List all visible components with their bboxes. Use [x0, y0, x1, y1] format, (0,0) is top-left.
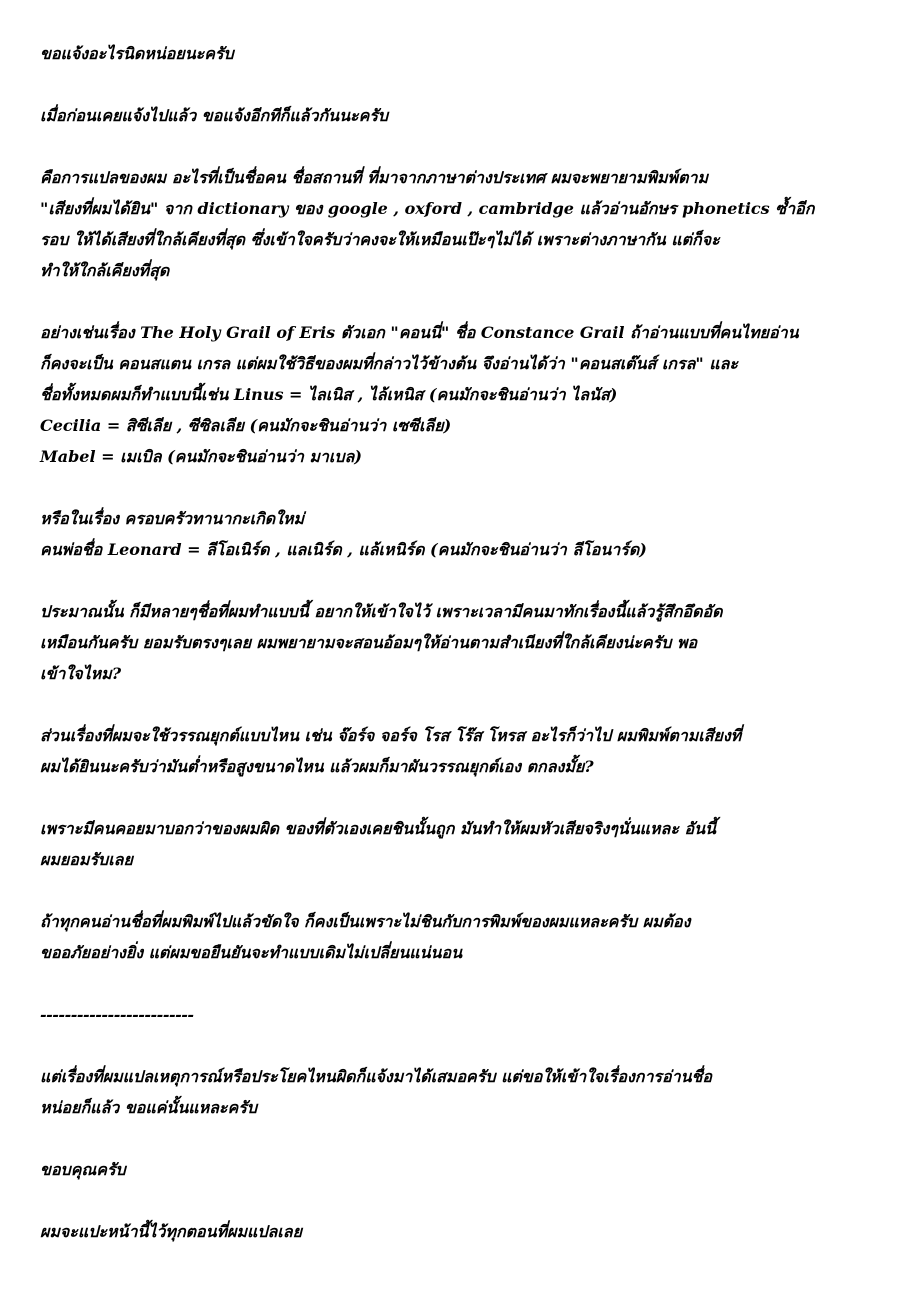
document-page	[40, 38, 865, 1278]
text-line: Cecilia = สิซีเลีย , ซีซิลเลีย (คนมักจะชินอ่านว่า เซซีเลีย)	[40, 416, 452, 435]
text-line: ผมจะแปะหน้านี้ไว้ทุกตอนที่ผมแปลเลย	[40, 1222, 302, 1241]
paragraph-reminder	[40, 100, 865, 131]
paragraph-intro	[40, 38, 865, 69]
text-line: เข้าใจไหม?	[40, 664, 122, 683]
paragraph-tone-marks	[40, 720, 865, 782]
text-line: หรือในเรื่อง ครอบครัวทานากะเกิดใหม่	[40, 509, 305, 528]
text-line: ขออภัยอย่างยิ่ง แต่ผมขอยืนยันจะทำแบบเดิมไม่เปลี่ยนแน่นอน	[40, 943, 463, 962]
text-line: เพราะมีคนคอยมาบอกว่าของผมผิด ของที่ตัวเองเคยชินนั้นถูก มันทำให้ผมหัวเสียจริงๆนั่นแหละ อันนี้	[40, 819, 716, 838]
text-line: คนพ่อชื่อ Leonard = ลีโอเนิร์ด , แลเนิร์ด , แล้เหนิร์ด (คนมักจะชินอ่านว่า ลีโอนาร์ด)	[40, 540, 647, 559]
text-line: "เสียงที่ผมได้ยิน" จาก dictionary ของ google , oxford , cambridge แล้วอ่านอักษร phonetics ซ้ำอีก	[40, 199, 815, 218]
text-line: ผมได้ยินนะครับว่ามันต่ำหรือสูงขนาดไหน แล้วผมก็มาผันวรรณยุกต์เอง ตกลงมั้ย?	[40, 757, 594, 776]
text-line: คือการแปลของผม อะไรที่เป็นชื่อคน ชื่อสถานที่ ที่มาจากภาษาต่างประเทศ ผมจะพยายามพิมพ์ตาม	[40, 168, 709, 187]
section-divider	[40, 999, 865, 1030]
text-line: ก็คงจะเป็น คอนสแตน เกรล แต่ผมใช้วิธีของผมที่กล่าวไว้ข้างต้น จึงอ่านได้ว่า "คอนสเต๊นส์ เกรล" และ	[40, 354, 739, 373]
text-line: ขอแจ้งอะไรนิดหน่อยนะครับ	[40, 44, 234, 63]
text-line: รอบ ให้ได้เสียงที่ใกล้เคียงที่สุด ซึ่งเข้าใจครับว่าคงจะให้เหมือนเป๊ะๆไม่ได้ เพราะต่างภาษากัน แต่ก็จะ	[40, 230, 720, 249]
paragraph-example-tanaka	[40, 503, 865, 565]
text-line: เหมือนกันครับ ยอมรับตรงๆเลย ผมพยายามจะสอนอ้อมๆให้อ่านตามสำเนียงที่ใกล้เคียงน่ะครับ พอ	[40, 633, 698, 652]
text-line: ผมยอมรับเลย	[40, 850, 133, 869]
paragraph-complaints	[40, 813, 865, 875]
paragraph-feedback	[40, 1061, 865, 1123]
text-line: ทำให้ใกล้เคียงที่สุด	[40, 261, 170, 280]
divider-line: -------------------------	[40, 1005, 194, 1024]
text-line: Mabel = เมเบิล (คนมักจะชินอ่านว่า มาเบล)	[40, 447, 362, 466]
text-line: หน่อยก็แล้ว ขอแค่นั้นแหละครับ	[40, 1098, 257, 1117]
paragraph-closing-note	[40, 1216, 865, 1247]
paragraph-thanks	[40, 1154, 865, 1185]
paragraph-method	[40, 162, 865, 286]
text-line: อย่างเช่นเรื่อง The Holy Grail of Eris ตัวเอก "คอนนี่" ชื่อ Constance Grail ถ้าอ่านแบบที่คนไทยอ่าน	[40, 323, 799, 342]
paragraph-example-eris	[40, 317, 865, 472]
text-line: ถ้าทุกคนอ่านชื่อที่ผมพิมพ์ไปแล้วขัดใจ ก็คงเป็นเพราะไม่ชินกับการพิมพ์ของผมแหละครับ ผมต้อง	[40, 912, 691, 931]
paragraph-apology	[40, 906, 865, 968]
text-line: ประมาณนั้น ก็มีหลายๆชื่อที่ผมทำแบบนี้ อยากให้เข้าใจไว้ เพราะเวลามีคนมาทักเรื่องนี้แล้วรู้สึกอึดอัด	[40, 602, 723, 621]
text-line: ส่วนเรื่องที่ผมจะใช้วรรณยุกต์แบบไหน เช่น จ๊อร์จ จอร์จ โรส โร๊ส โหรส อะไรก็ว่าไป ผมพิมพ์ตามเสียงที่	[40, 726, 742, 745]
text-line: ชื่อทั้งหมดผมก็ทำแบบนี้เช่น Linus = ไลเนิส , ไล้เหนิส (คนมักจะชินอ่านว่า ไลนัส)	[40, 385, 618, 404]
text-line: เมื่อก่อนเคยแจ้งไปแล้ว ขอแจ้งอีกทีก็แล้วกันนะครับ	[40, 106, 389, 125]
paragraph-explanation	[40, 596, 865, 689]
text-line: แต่เรื่องที่ผมแปลเหตุการณ์หรือประโยคไหนผิดก็แจ้งมาได้เสมอครับ แต่ขอให้เข้าใจเรื่องการอ่านชื่อ	[40, 1067, 713, 1086]
text-line: ขอบคุณครับ	[40, 1160, 126, 1179]
